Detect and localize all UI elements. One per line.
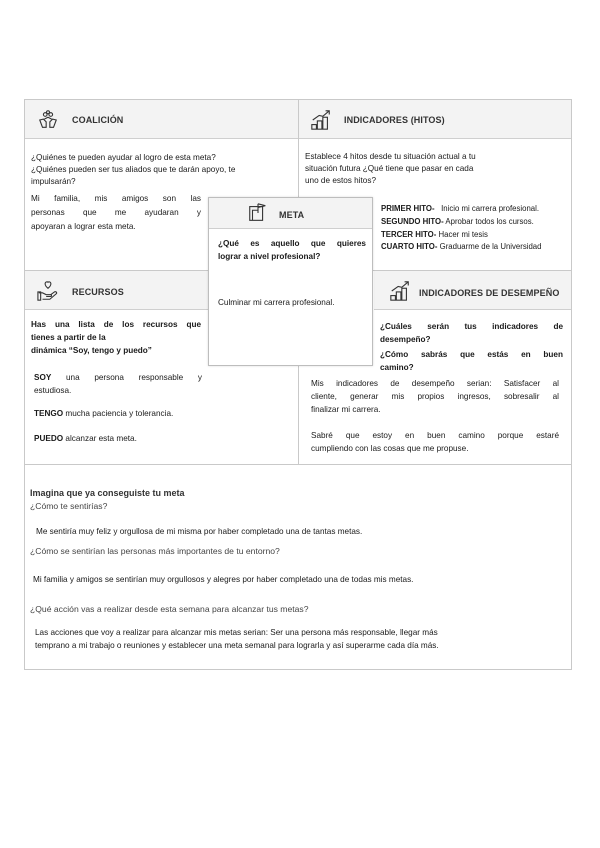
desempeno-answer-4: Sabré que estoy en buen camino porque estaré	[311, 431, 559, 440]
coalicion-header	[25, 100, 298, 139]
recursos-puedo: PUEDO alcanzar esta meta.	[34, 434, 137, 443]
recursos-soy-cont: estudiosa.	[34, 386, 72, 395]
desempeno-question-3: ¿Cómo sabrás que estás en buen	[380, 350, 563, 359]
coalicion-answer-2: personas que me ayudaran y	[31, 208, 201, 217]
coalicion-answer-1: Mi familia, mis amigos son las	[31, 194, 201, 203]
hito-4: CUARTO HITO- Graduarme de la Universidad	[381, 242, 542, 251]
hand-heart-icon	[37, 280, 59, 302]
imagina-answer-3a: Las acciones que voy a realizar para alcanzar mis metas serian: Ser una persona más responsable, llegar más	[35, 628, 438, 637]
imagina-question-2: ¿Cómo se sentirían las personas más importantes de tu entorno?	[30, 546, 280, 556]
imagina-answer-3b: temprano a mi trabajo o reuniones y establecer una meta semanal para lograrla y así superarme cada día más.	[35, 641, 439, 650]
imagina-question-1: ¿Cómo te sentirías?	[30, 501, 108, 511]
coalicion-question-2b: impulsarán?	[31, 177, 76, 186]
hitos-title: INDICADORES (HITOS)	[344, 115, 445, 125]
desempeno-answer-2: cliente, generar mis propios ingresos, sobresalir al	[311, 392, 559, 401]
recursos-question-3: dinámica “Soy, tengo y puedo”	[31, 346, 152, 355]
section-divider	[24, 464, 572, 465]
desempeno-question-2: desempeño?	[380, 335, 431, 344]
team-hands-icon	[37, 109, 59, 131]
meta-question-2: lograr a nivel profesional?	[218, 252, 321, 261]
hito-3: TERCER HITO- Hacer mi tesis	[381, 230, 488, 239]
coalicion-question-1: ¿Quiénes te pueden ayudar al logro de esta meta?	[31, 153, 216, 162]
recursos-title: RECURSOS	[72, 287, 124, 297]
imagina-answer-2: Mi familia y amigos se sentirían muy orgullosos y alegres por haber completado una de todas mis metas.	[33, 575, 414, 584]
desempeno-question-4: camino?	[380, 363, 414, 372]
meta-box	[208, 197, 373, 366]
coalicion-title: COALICIÓN	[72, 115, 124, 125]
hito-2: SEGUNDO HITO- Aprobar todos los cursos.	[381, 217, 534, 226]
imagina-question-3: ¿Qué acción vas a realizar desde esta semana para alcanzar tus metas?	[30, 604, 309, 614]
coalicion-question-2a: ¿Quiénes pueden ser tus aliados que te darán apoyo, te	[31, 165, 236, 174]
imagina-answer-1: Me sentiría muy feliz y orgullosa de mi misma por haber completado una de tantas metas.	[36, 527, 363, 536]
recursos-tengo: TENGO mucha paciencia y tolerancia.	[34, 409, 174, 418]
target-flag-icon	[247, 202, 269, 224]
recursos-question-1: Has una lista de los recursos que	[31, 320, 201, 329]
hito-1: PRIMER HITO- Inicio mi carrera profesional.	[381, 204, 540, 213]
hitos-question-3: uno de estos hitos?	[305, 176, 377, 185]
hitos-question-2: situación futura ¿Qué tiene que pasar en cada	[305, 164, 474, 173]
meta-title: META	[279, 210, 305, 220]
coalicion-answer-3: apoyaran a lograr esta meta.	[31, 222, 136, 231]
hitos-question-1: Establece 4 hitos desde tu situación actual a tu	[305, 152, 476, 161]
recursos-question-2: tienes a partir de la	[31, 333, 106, 342]
imagina-title: Imagina que ya conseguiste tu meta	[30, 488, 185, 498]
meta-answer: Culminar mi carrera profesional.	[218, 298, 335, 307]
recursos-soy: SOY una persona responsable y	[34, 373, 202, 382]
meta-question-1: ¿Qué es aquello que quieres	[218, 239, 366, 248]
growth-chart-icon	[389, 280, 411, 302]
growth-stairs-icon	[310, 109, 332, 131]
desempeno-answer-5: cumpliendo con las cosas que me propuse.	[311, 444, 469, 453]
desempeno-question-1: ¿Cuáles serán tus indicadores de	[380, 322, 563, 331]
desempeno-title: INDICADORES DE DESEMPEÑO	[419, 288, 560, 298]
desempeno-answer-1: Mis indicadores de desempeño serian: Satisfacer al	[311, 379, 559, 388]
desempeno-answer-3: finalizar mi carrera.	[311, 405, 381, 414]
